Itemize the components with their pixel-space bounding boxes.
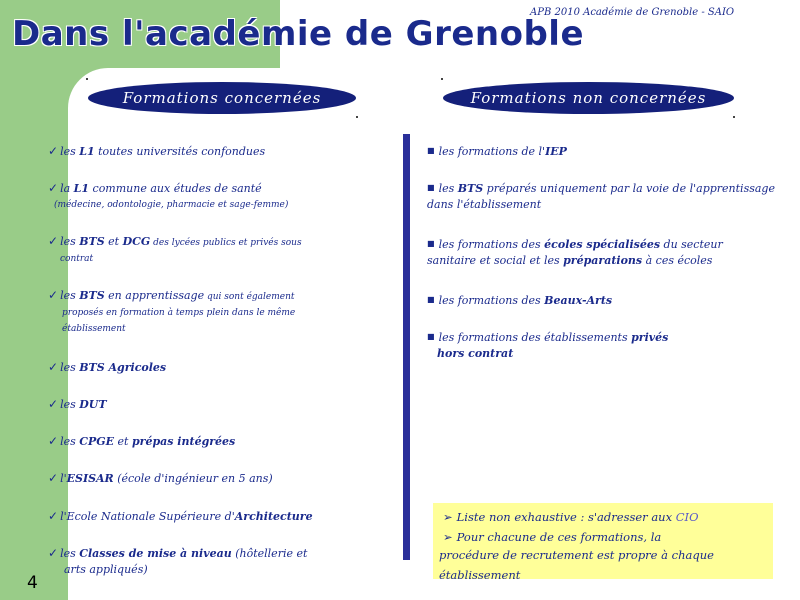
square-bullet-icon: ■ [427,183,435,192]
arrow-bullet-icon: ➢ [443,510,453,524]
not-concerned-heading: Formations non concernées [443,82,734,114]
list-item: ✓ les DUT [48,397,107,411]
column-divider [403,134,410,560]
note-box: ➢ Liste non exhaustive : s'adresser aux CIO ➢ Pour chacune de ces formations, la procédure de recrutement est propre à chaque établissement [433,503,773,579]
list-item: ✓ les CPGE et prépas intégrées [48,434,236,448]
checkmark-icon: ✓ [48,434,59,448]
page-title: Dans l'académie de Grenoble [12,14,585,54]
list-item: ■ les formations des établissements privés hors contrat [427,331,669,360]
list-item: ✓ les BTS et DCG des lycées publics et privés sous contrat [48,234,302,264]
corner-dot [441,78,443,80]
source-label: APB 2010 Académie de Grenoble - SAIO [530,7,735,18]
checkmark-icon: ✓ [48,234,59,248]
corner-dot [86,78,88,80]
list-item: ■ les BTS préparés uniquement par la voie de l'apprentissage dans l'établissement [427,182,775,211]
list-item: ✓ les Classes de mise à niveau (hôtellerie et arts appliqués) [48,546,308,576]
square-bullet-icon: ■ [427,332,435,341]
note-line: procédure de recrutement est propre à chaque établissement [439,548,714,582]
checkmark-icon: ✓ [48,471,59,485]
list-item: ✓ la L1 commune aux études de santé (médecine, odontologie, pharmacie et sage-femme) [48,181,289,210]
checkmark-icon: ✓ [48,144,59,158]
list-item: ✓ l'ESISAR (école d'ingénieur en 5 ans) [48,471,273,485]
corner-dot [356,116,358,118]
list-item: ✓ les BTS en apprentissage qui sont également proposés en formation à temps plein dans le même établissement [48,288,296,334]
checkmark-icon: ✓ [48,288,59,302]
checkmark-icon: ✓ [48,546,59,560]
checkmark-icon: ✓ [48,360,59,374]
cio-link[interactable]: CIO [675,510,699,524]
square-bullet-icon: ■ [427,146,435,155]
arrow-bullet-icon: ➢ [443,530,453,544]
page-number: 4 [27,573,38,593]
checkmark-icon: ✓ [48,509,59,523]
checkmark-icon: ✓ [48,397,59,411]
square-bullet-icon: ■ [427,295,435,304]
list-item: ✓ les L1 toutes universités confondues [48,144,266,158]
square-bullet-icon: ■ [427,239,435,248]
corner-dot [733,116,735,118]
concerned-heading: Formations concernées [88,82,356,114]
list-item: ✓ l'Ecole Nationale Supérieure d'Architecture [48,509,313,523]
list-item: ■ les formations des écoles spécialisées du secteur sanitaire et social et les préparations à ces écoles [427,238,723,267]
checkmark-icon: ✓ [48,181,59,195]
list-item: ■ les formations des Beaux-Arts [427,294,613,307]
list-item: ✓ les BTS Agricoles [48,360,167,374]
list-item: ■ les formations de l'IEP [427,145,567,158]
